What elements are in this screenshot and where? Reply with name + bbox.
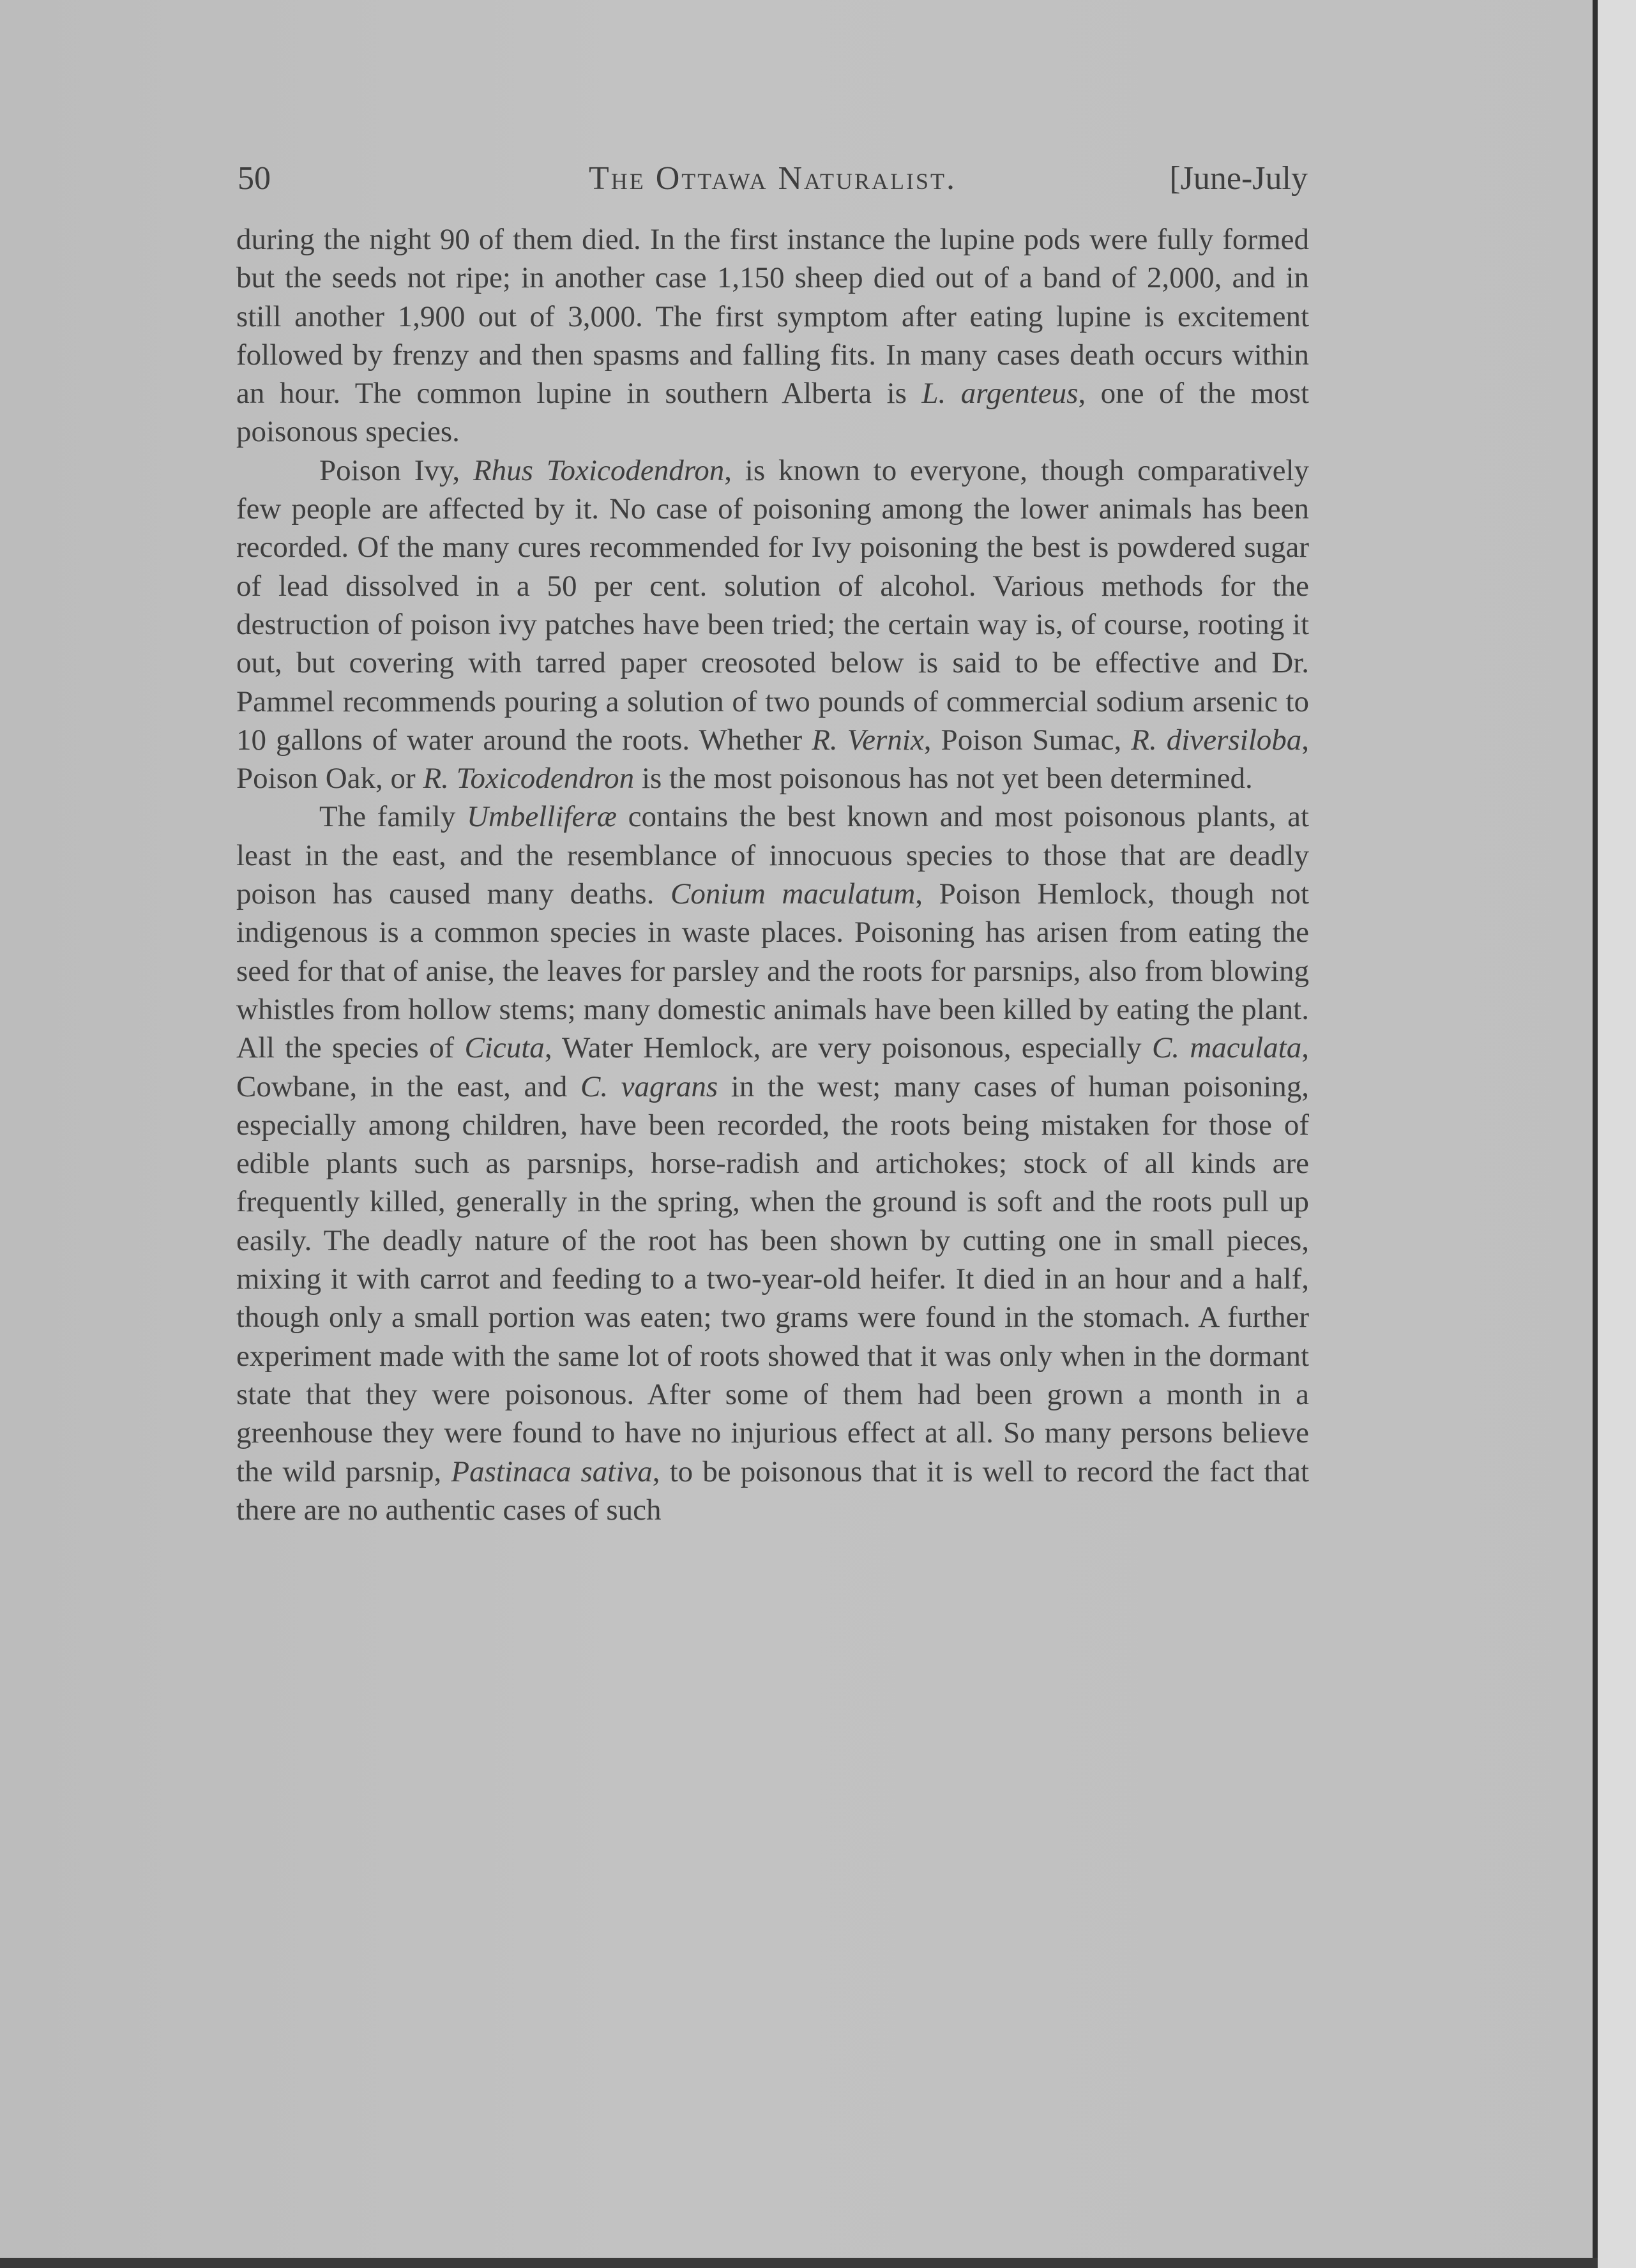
text-run: , Cowbane, in the east, and xyxy=(236,1031,1309,1103)
italic-taxon-name: R. Toxicodendron xyxy=(423,762,635,796)
text-run: in the west; many cases of human poisoning, especially among children, have been recorded, the roots being mistaken for those of edible plants such as parsnips, horse-radish and artichokes; stock of all kinds are frequently killed, generally in the spring, when the ground is soft and the roots pull up easily. The deadly nature of the root has been shown by cutting one in small pieces, mixing it with carrot and feeding to a two-year-old heifer. It died in an hour and a half, though only a small portion was eaten; two grams were found in the stomach. A further experiment made with the same lot of roots showed that it was only when in the dormant state that they were poisonous. After some of them had been grown a month in a greenhouse they were found to have no injurious effect at all. So many persons believe the wild parsnip, xyxy=(236,1070,1309,1488)
italic-taxon-name: Pastinaca sativa xyxy=(451,1455,653,1488)
text-run: , to be poisonous that it is well to record the fact that there are no authentic cases of such xyxy=(236,1455,1309,1527)
text-run: , Water Hemlock, are very poisonous, especially xyxy=(544,1031,1152,1065)
italic-taxon-name: Conium maculatum xyxy=(670,877,916,911)
text-run: , Poison Oak, or xyxy=(236,723,1310,796)
italic-taxon-name: C. maculata xyxy=(1151,1031,1302,1065)
running-head xyxy=(238,153,1308,204)
page-margin-right xyxy=(1598,0,1636,2268)
paragraph-lupine xyxy=(236,220,1309,451)
text-run: , Poison Hemlock, though not indigenous is a common species in waste places. Poisoning has arisen from eating the seed for that of anise, the leaves for parsley and the roots for parsnips, also from blowing whistles from hollow stems; many domestic animals have been killed by eating the plant. All the species of xyxy=(236,877,1309,1065)
italic-taxon-name: Rhus Toxicodendron xyxy=(473,453,725,487)
italic-taxon-name: L. argenteus xyxy=(921,377,1079,411)
journal-title: The Ottawa Naturalist. xyxy=(588,160,957,197)
text-run: , is known to everyone, though comparatively few people are affected by it. No case of poisoning among the lower animals has been recorded. Of the many cures recommended for Ivy poisoning the best is powdered sugar of lead dissolved in a 50 per cent. solution of alcohol. Various methods for the destruction of poison ivy patches have been tried; the certain way is, of course, rooting it out, but covering with tarred paper creosoted below is said to be effective and Dr. Pammel recommends pouring a solution of two pounds of commercial sodium arsenic to 10 gallons of water around the roots. Whether xyxy=(236,453,1309,757)
paragraph-poison-ivy xyxy=(236,451,1309,798)
italic-taxon-name: R. diversiloba xyxy=(1131,723,1302,757)
page-edge-shadow xyxy=(1593,0,1598,2268)
text-run: , one of the most poisonous species. xyxy=(236,377,1310,449)
text-run: during the night 90 of them died. In the first instance the lupine pods were fully formed but the seeds not ripe; in another case 1,150 sheep died out of a band of 2,000, and in still another 1,900 out of 3,000. The first symptom after eating lupine is excitement followed by frenzy and then spasms and falling fits. In many cases death occurs within an hour. The common lupine in southern Alberta is xyxy=(236,223,1309,411)
text-run: The family xyxy=(319,800,467,834)
text-run: is the most poisonous has not yet been determined. xyxy=(634,762,1253,796)
italic-taxon-name: R. Vernix xyxy=(812,723,924,757)
page-edge-bottom xyxy=(0,2258,1598,2268)
italic-taxon-name: Umbelliferæ xyxy=(466,800,617,834)
issue-date: [June-July xyxy=(1169,160,1308,197)
text-run: Poison Ivy, xyxy=(319,453,473,487)
paragraph-umbelliferae xyxy=(236,798,1309,1529)
text-run: contains the best known and most poisonous plants, at least in the east, and the resemblance of innocuous species to those that are deadly poison has caused many deaths. xyxy=(236,800,1309,911)
italic-taxon-name: Cicuta xyxy=(464,1031,545,1065)
body-text xyxy=(236,220,1309,1529)
italic-taxon-name: C. vagrans xyxy=(580,1070,718,1103)
text-run: , Poison Sumac, xyxy=(923,723,1132,757)
page-number: 50 xyxy=(238,160,271,197)
